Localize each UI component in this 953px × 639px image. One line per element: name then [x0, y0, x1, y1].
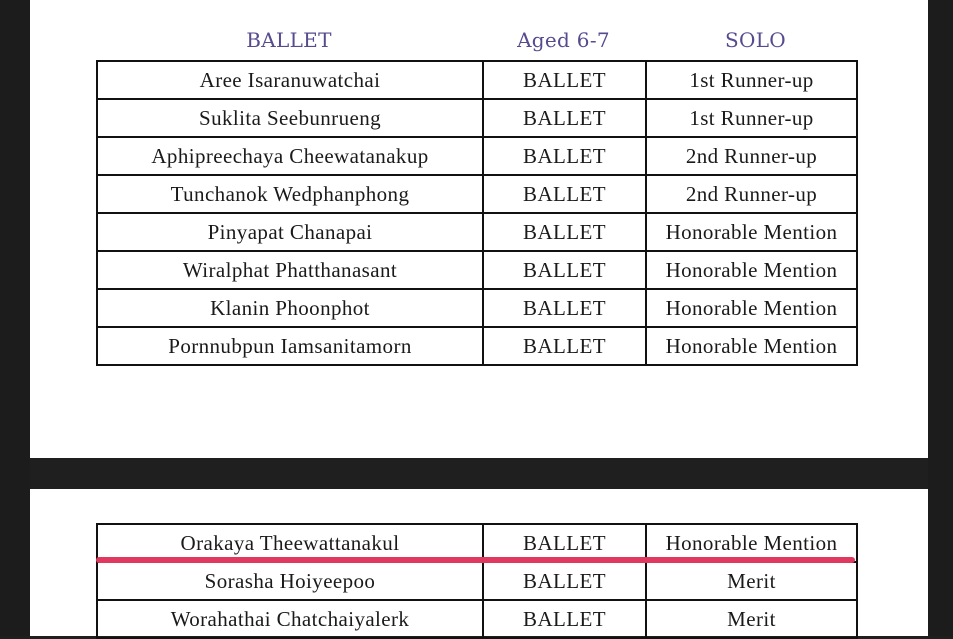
dance-style: BALLET: [483, 251, 646, 289]
participant-name: Worahathai Chatchaiyalerk: [97, 600, 483, 638]
participant-name: Suklita Seebunrueng: [97, 99, 483, 137]
participant-name: Klanin Phoonphot: [97, 289, 483, 327]
highlight-underline: [96, 557, 855, 563]
award: 2nd Runner-up: [646, 175, 857, 213]
participant-name: Pinyapat Chanapai: [97, 213, 483, 251]
table-row: [97, 213, 857, 251]
award: Honorable Mention: [646, 251, 857, 289]
table-row: [97, 251, 857, 289]
table-row: [97, 137, 857, 175]
table-row: [97, 99, 857, 137]
dance-style: BALLET: [483, 524, 646, 562]
award: Merit: [646, 562, 857, 600]
award: 2nd Runner-up: [646, 137, 857, 175]
dance-style: BALLET: [483, 175, 646, 213]
dance-style: BALLET: [483, 327, 646, 365]
table-row: [97, 175, 857, 213]
table-row: [97, 600, 857, 638]
right-dark-margin: [928, 0, 953, 636]
participant-name: Orakaya Theewattanakul: [97, 524, 483, 562]
results-table-bottom: [96, 523, 858, 639]
award: Honorable Mention: [646, 524, 857, 562]
award: Honorable Mention: [646, 327, 857, 365]
dance-style: BALLET: [483, 213, 646, 251]
dance-style: BALLET: [483, 562, 646, 600]
participant-name: Tunchanok Wedphanphong: [97, 175, 483, 213]
participant-name: Aphipreechaya Cheewatanakup: [97, 137, 483, 175]
dance-style: BALLET: [483, 99, 646, 137]
header-category: BALLET: [246, 28, 332, 52]
award: Honorable Mention: [646, 213, 857, 251]
award: Merit: [646, 600, 857, 638]
dance-style: BALLET: [483, 600, 646, 638]
dance-style: BALLET: [483, 289, 646, 327]
participant-name: Pornnubpun Iamsanitamorn: [97, 327, 483, 365]
left-dark-margin: [0, 0, 30, 636]
award: 1st Runner-up: [646, 99, 857, 137]
table-row: [97, 562, 857, 600]
dance-style: BALLET: [483, 61, 646, 99]
table-row: [97, 327, 857, 365]
document-page-bottom: [30, 489, 928, 636]
participant-name: Sorasha Hoiyeepoo: [97, 562, 483, 600]
dance-style: BALLET: [483, 137, 646, 175]
document-page-top: [30, 0, 928, 458]
header-age-group: Aged 6-7: [517, 28, 610, 52]
participant-name: Aree Isaranuwatchai: [97, 61, 483, 99]
table-row: [97, 289, 857, 327]
award: Honorable Mention: [646, 289, 857, 327]
award: 1st Runner-up: [646, 61, 857, 99]
results-table-top: [96, 60, 858, 366]
header-type: SOLO: [725, 28, 786, 52]
table-row: [97, 61, 857, 99]
participant-name: Wiralphat Phatthanasant: [97, 251, 483, 289]
